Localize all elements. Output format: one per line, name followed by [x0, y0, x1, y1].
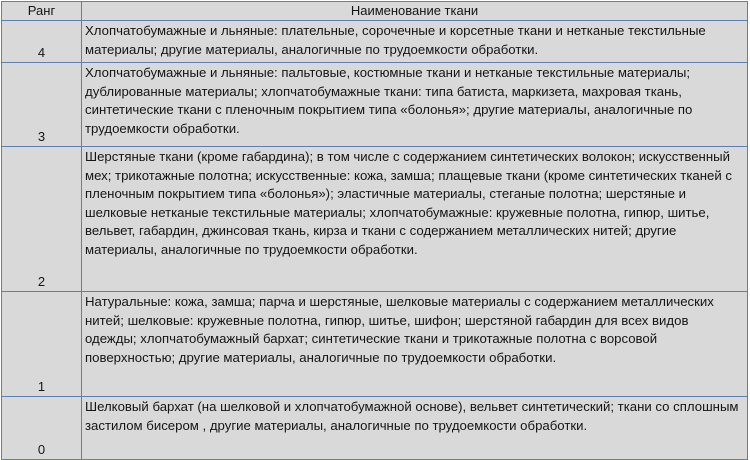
- rank-column-header: Ранг: [2, 2, 82, 21]
- table-row: [2, 147, 748, 292]
- table-row: [2, 292, 748, 397]
- fabric-description-cell: Шелковый бархат (на шелковой и хлопчатобумажной основе), вельвет синтетический; ткани со сплошным застилом бисером , другие материалы, аналогичные по трудоемкости обработки.: [82, 397, 748, 460]
- fabric-name-column-header: Наименование ткани: [82, 2, 748, 21]
- rank-cell: 4: [2, 21, 82, 63]
- table-row: [2, 21, 748, 63]
- table-row: [2, 397, 748, 460]
- fabric-description-cell: Хлопчатобумажные и льняные: плательные, сорочечные и корсетные ткани и нетканые текстильные материалы; другие материалы, аналогичные по трудоемкости обработки.: [82, 21, 748, 63]
- table-header-row: [2, 2, 748, 21]
- fabric-description-cell: Натуральные: кожа, замша; парча и шерстяные, шелковые материалы с содержанием металлических нитей; шелковые: кружевные полотна, гипюр, шитье, шифон; шерстяной габардин для всех видов одежды; хлопчатобумажный бархат; синтетические ткани и трикотажные полотна с ворсовой поверхностью; другие материалы, аналогичные по трудоемкости обработки.: [82, 292, 748, 397]
- table-row: [2, 63, 748, 147]
- rank-cell: 0: [2, 397, 82, 460]
- fabric-rank-table: [1, 1, 748, 460]
- fabric-description-cell: Хлопчатобумажные и льняные: пальтовые, костюмные ткани и нетканые текстильные материалы; дублированные материалы; хлопчатобумажные ткани: типа батиста, маркизета, махровая ткань, синтетические ткани с пленочным покрытием типа «болонья»; другие материалы, аналогичные по трудоемкости обработки.: [82, 63, 748, 147]
- fabric-rank-table-container: [1, 1, 747, 457]
- rank-cell: 2: [2, 147, 82, 292]
- rank-cell: 1: [2, 292, 82, 397]
- rank-cell: 3: [2, 63, 82, 147]
- fabric-description-cell: Шерстяные ткани (кроме габардина); в том числе с содержанием синтетических волокон; искусственный мех; трикотажные полотна; искусственные: кожа, замша; плащевые ткани (кроме синтетических тканей с пленочным покрытием типа «болонья»); эластичные материалы, стеганые полотна; шерстяные и шелковые нетканые текстильные материалы; хлопчатобумажные: кружевные полотна, гипюр, шитье, вельвет, габардин, джинсовая ткань, кирза и ткани с содержанием металлических нитей; другие материалы, аналогичные по трудоемкости обработки.: [82, 147, 748, 292]
